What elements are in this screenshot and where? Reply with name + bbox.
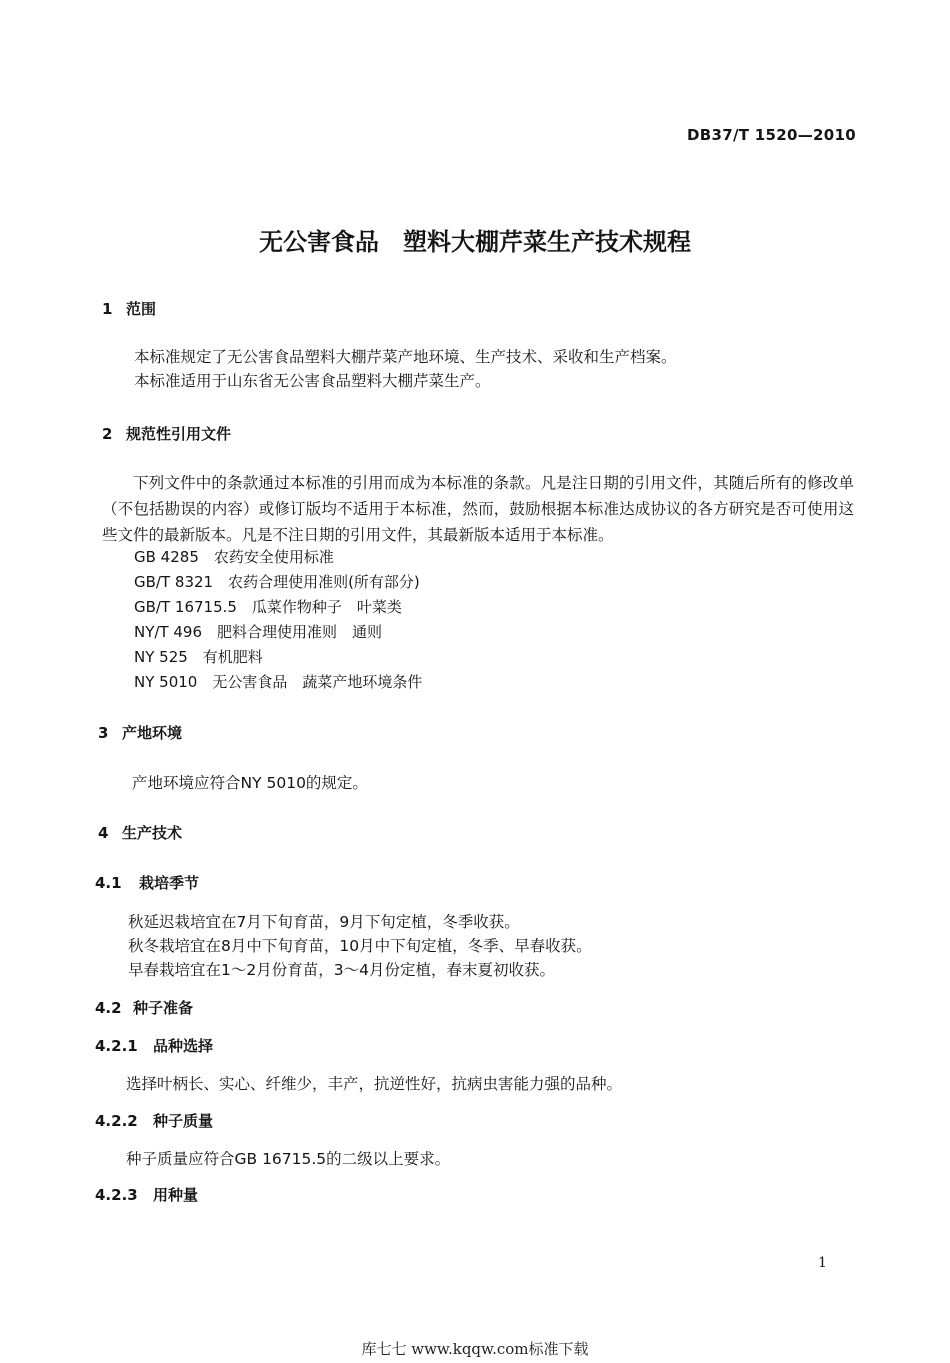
section-4-2-2-text: 种子质量应符合GB 16715.5的二级以上要求。 xyxy=(126,1150,451,1168)
section-number: 3 xyxy=(98,724,109,742)
section-2-intro-paragraph: 下列文件中的条款通过本标准的引用而成为本标准的条款。凡是注日期的引用文件，其随后所有的修改单（不包括勘误的内容）或修订版均不适用于本标准，然而，鼓励根据本标准达成协议的各方研究是否可使用这些文件的最新版本。凡是不注日期的引用文件，其最新版本适用于本标准。 xyxy=(102,474,854,544)
section-4-1-line-2: 秋冬栽培宜在8月中下旬育苗，10月中下旬定植，冬季、早春收获。 xyxy=(128,937,592,955)
section-number: 4.2.1 xyxy=(95,1037,138,1055)
section-1-heading xyxy=(102,298,156,319)
standard-code: DB37/T 1520—2010 xyxy=(687,126,856,144)
section-1-line-2: 本标准适用于山东省无公害食品塑料大棚芹菜生产。 xyxy=(134,372,491,390)
section-number: 4.2.3 xyxy=(95,1186,138,1204)
document-title: 无公害食品 塑料大棚芹菜生产技术规程 xyxy=(259,228,691,256)
section-title: 用种量 xyxy=(153,1186,199,1204)
reference-item: NY/T 496 肥料合理使用准则 通则 xyxy=(134,623,382,641)
section-4-2-3-heading xyxy=(95,1184,198,1205)
section-number: 4.1 xyxy=(95,874,122,892)
reference-item: NY 525 有机肥料 xyxy=(134,648,263,666)
section-title: 范围 xyxy=(126,300,157,318)
section-4-2-1-heading xyxy=(95,1035,213,1056)
footer-watermark-text: 库七七 www.kqqw.com标准下载 xyxy=(361,1340,589,1358)
page-number: 1 xyxy=(818,1255,827,1271)
section-title: 产地环境 xyxy=(122,724,183,742)
section-4-1-line-3: 早春栽培宜在1～2月份育苗，3～4月份定植，春末夏初收获。 xyxy=(128,961,555,979)
section-title: 规范性引用文件 xyxy=(126,425,232,443)
section-number: 2 xyxy=(102,425,113,443)
reference-item: GB 4285 农药安全使用标准 xyxy=(134,548,334,566)
section-number: 1 xyxy=(102,300,113,318)
section-4-2-heading xyxy=(95,997,193,1018)
reference-item: GB/T 16715.5 瓜菜作物种子 叶菜类 xyxy=(134,598,402,616)
section-3-heading xyxy=(98,722,182,743)
section-1-line-1: 本标准规定了无公害食品塑料大棚芹菜产地环境、生产技术、采收和生产档案。 xyxy=(134,348,677,366)
reference-item: GB/T 8321 农药合理使用准则(所有部分) xyxy=(134,573,420,591)
reference-item: NY 5010 无公害食品 蔬菜产地环境条件 xyxy=(134,673,423,691)
section-4-2-2-heading xyxy=(95,1110,213,1131)
section-title: 品种选择 xyxy=(153,1037,214,1055)
section-number: 4.2.2 xyxy=(95,1112,138,1130)
section-2-heading xyxy=(102,423,231,444)
section-title: 栽培季节 xyxy=(139,874,200,892)
section-number: 4 xyxy=(98,824,109,842)
section-title: 生产技术 xyxy=(122,824,183,842)
section-title: 种子质量 xyxy=(153,1112,214,1130)
section-4-1-line-1: 秋延迟栽培宜在7月下旬育苗，9月下旬定植，冬季收获。 xyxy=(128,913,520,931)
section-4-2-1-text: 选择叶柄长、实心、纤维少，丰产，抗逆性好，抗病虫害能力强的品种。 xyxy=(126,1075,623,1093)
section-title: 种子准备 xyxy=(133,999,194,1017)
section-number: 4.2 xyxy=(95,999,122,1017)
section-4-1-heading xyxy=(95,872,199,893)
section-4-heading xyxy=(98,822,182,843)
section-3-text: 产地环境应符合NY 5010的规定。 xyxy=(132,774,368,792)
